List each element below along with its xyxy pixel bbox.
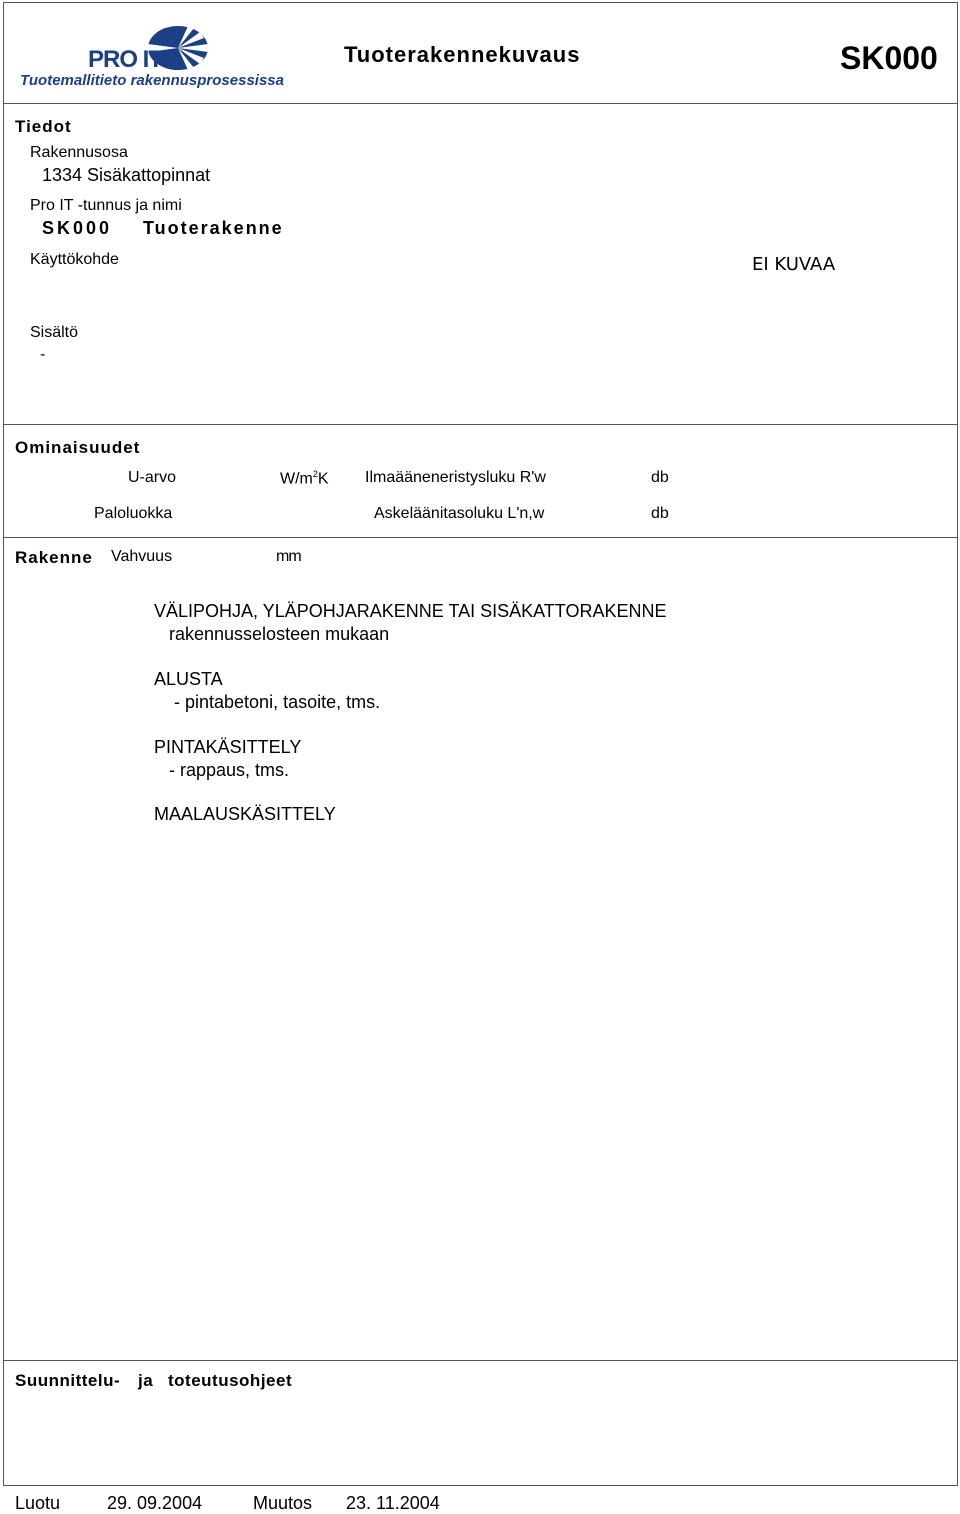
palo-label: Paloluokka bbox=[94, 505, 173, 522]
vahvuus-unit: mm bbox=[276, 548, 301, 565]
image-placeholder: EI KUVAA bbox=[752, 254, 836, 275]
muutos-label: Muutos bbox=[253, 1493, 313, 1513]
document-title: Tuoterakennekuvaus bbox=[344, 42, 581, 67]
askel-unit: db bbox=[651, 505, 669, 522]
layer-title: VÄLIPOHJA, YLÄPOHJARAKENNE TAI SISÄKATTORAKENNE bbox=[154, 601, 667, 621]
tiedot-heading: Tiedot bbox=[15, 117, 72, 136]
uarvo-unit-pre: W/m bbox=[280, 470, 313, 488]
logo-tagline: Tuotemallitieto rakennusprosessissa bbox=[20, 72, 284, 89]
ohjeet-heading-1: Suunnittelu- bbox=[15, 1371, 121, 1390]
uarvo-unit-post: K bbox=[317, 470, 329, 488]
ilma-label: Ilmaääneneristysluku R'w bbox=[365, 469, 546, 486]
proit-code: SK000 bbox=[42, 218, 113, 238]
rakennusosa-label: Rakennusosa bbox=[30, 144, 128, 161]
ominaisuudet-heading: Ominaisuudet bbox=[15, 438, 141, 457]
uarvo-label: U-arvo bbox=[128, 469, 177, 486]
layer-title: PINTAKÄSITTELY bbox=[154, 737, 302, 757]
ohjeet-heading-2: ja bbox=[138, 1371, 154, 1390]
divider-header bbox=[3, 103, 958, 104]
uarvo-unit-sup: 2 bbox=[312, 469, 318, 479]
rakenne-heading: Rakenne bbox=[15, 548, 93, 567]
luotu-date: 29. 09.2004 bbox=[107, 1493, 203, 1513]
pro-it-logo bbox=[20, 24, 290, 94]
ohjeet-heading-3: toteutusohjeet bbox=[168, 1371, 293, 1390]
sisalto-value: - bbox=[40, 346, 46, 363]
divider-tiedot bbox=[3, 424, 958, 425]
vahvuus-label: Vahvuus bbox=[111, 548, 173, 565]
proit-label: Pro IT -tunnus ja nimi bbox=[30, 197, 182, 214]
proit-name: Tuoterakenne bbox=[143, 218, 284, 238]
ilma-unit: db bbox=[651, 469, 669, 486]
logo-text: PRO IT bbox=[88, 46, 163, 73]
muutos-date: 23. 11.2004 bbox=[346, 1493, 440, 1513]
layer-detail: - pintabetoni, tasoite, tms. bbox=[174, 692, 381, 712]
sisalto-label: Sisältö bbox=[30, 324, 79, 341]
layer-title: MAALAUSKÄSITTELY bbox=[154, 804, 336, 824]
layer-title: ALUSTA bbox=[154, 669, 223, 689]
divider-rakenne bbox=[3, 1360, 958, 1361]
uarvo-unit bbox=[280, 469, 329, 488]
rakennusosa-value: 1334 Sisäkattopinnat bbox=[42, 165, 211, 185]
layer-detail: - rappaus, tms. bbox=[169, 760, 290, 780]
document-code: SK000 bbox=[840, 40, 938, 76]
askel-label: Askeläänitasoluku L'n,w bbox=[374, 505, 545, 522]
divider-ominaisuudet bbox=[3, 537, 958, 538]
luotu-label: Luotu bbox=[15, 1493, 61, 1513]
layer-detail: rakennusselosteen mukaan bbox=[169, 624, 390, 644]
kayttokohde-label: Käyttökohde bbox=[30, 251, 119, 268]
